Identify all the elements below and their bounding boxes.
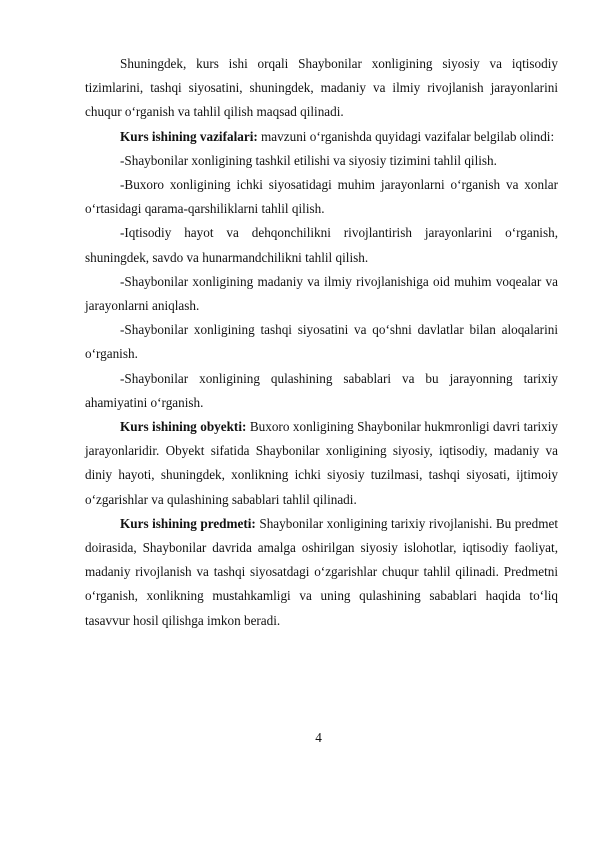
list-item (85, 149, 558, 173)
paragraph-object (85, 415, 558, 512)
paragraph-text: -Shaybonilar xonligining tashqi siyosatini va qo‘shni davlatlar bilan aloqalarini o‘rganish. (85, 322, 558, 362)
paragraph-lead: Kurs ishining obyekti: (120, 419, 247, 435)
paragraph-text: -Iqtisodiy hayot va dehqonchilikni rivojlantirish jarayonlarini o‘rganish, shuningdek, savdo va hunarmandchilikni tahlil qilish. (85, 225, 558, 265)
list-item (85, 318, 558, 366)
paragraph-text: Shuningdek, kurs ishi orqali Shaybonilar xonligining siyosiy va iqtisodiy tizimlarini, tashqi siyosatini, shuningdek, madaniy va ilmiy rivojlanish jarayonlarini chuqur o‘rganish va tahlil qilish maqsad qilinadi. (85, 56, 558, 120)
list-item (85, 221, 558, 269)
paragraph-intro (85, 52, 558, 125)
paragraph-text: Buxoro xonligining Shaybonilar hukmronligi davri tarixiy jarayonlaridir. Obyekt sifatida Shaybonilar xonligining siyosiy, iqtisodiy, madaniy va diniy hayoti, shuningdek, xonlikning ichki siyosiy tuzilmasi, tashqi siyosati, ijtimoiy o‘zgarishlar va qulashining sabablari tahlil qilinadi. (85, 419, 558, 507)
list-item (85, 173, 558, 221)
paragraph-text: -Shaybonilar xonligining tashkil etilishi va siyosiy tizimini tahlil qilish. (120, 152, 497, 168)
list-item (85, 270, 558, 318)
paragraph-text: -Buxoro xonligining ichki siyosatidagi muhim jarayonlarni o‘rganish va xonlar o‘rtasidagi qarama-qarshiliklarni tahlil qilish. (85, 177, 558, 217)
paragraph-text: mavzuni o‘rganishda quyidagi vazifalar belgilab olindi: (257, 128, 555, 144)
paragraph-text: -Shaybonilar xonligining qulashining sabablari va bu jarayonning tarixiy ahamiyatini o‘rganish. (85, 370, 558, 410)
list-item (85, 367, 558, 415)
paragraph-lead: Kurs ishining vazifalari: (120, 128, 258, 144)
page-number: 4 (315, 730, 322, 745)
paragraph-text: -Shaybonilar xonligining madaniy va ilmiy rivojlanishiga oid muhim voqealar va jarayonlarni aniqlash. (85, 273, 558, 314)
paragraph-tasks-heading (85, 125, 558, 149)
paragraph-subject (85, 512, 558, 633)
paragraph-text: Shaybonilar xonligining tarixiy rivojlanishi. Bu predmet doirasida, Shaybonilar davrida amalga oshirilgan siyosiy islohotlar, iqtisodiy faoliyat, madaniy rivojlanish va tashqi siyosatdagi o‘zgarishlar chuqur tahlil qilinadi. Predmetni o‘rganish, xonlikning mustahkamligi va uning qulashining sabablari haqida to‘liq tasavvur hosil qilishga imkon beradi. (85, 515, 558, 628)
document-body (85, 52, 558, 633)
paragraph-lead: Kurs ishining predmeti: (120, 515, 256, 531)
